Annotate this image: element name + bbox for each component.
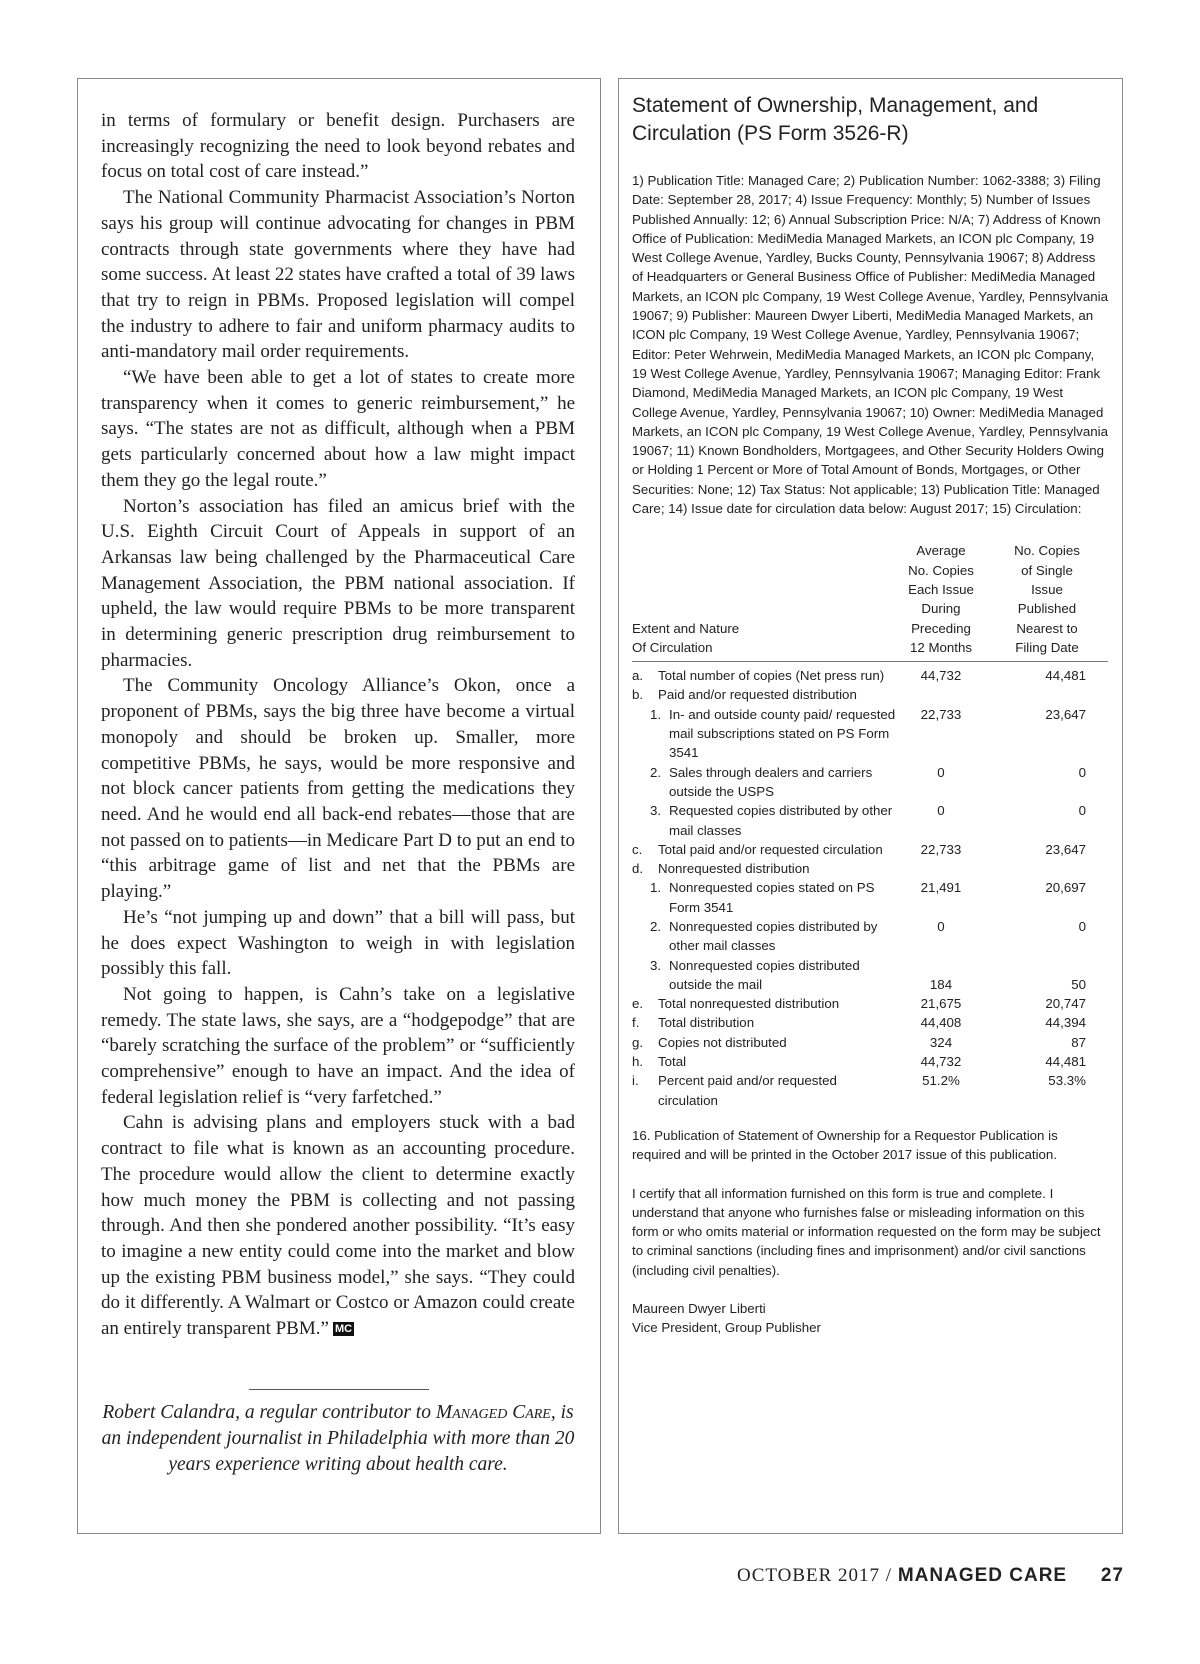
row-single: 0: [1078, 803, 1086, 819]
row-letter: a.: [632, 668, 644, 684]
signature-block: [632, 1299, 1108, 1338]
row-label: Total nonrequested distribution: [658, 996, 840, 1012]
header-line: Preceding: [911, 620, 971, 636]
header-line: No. Copies: [1014, 543, 1080, 559]
table-row: [632, 859, 1108, 878]
row-label: Sales through dealers and carriers outside the USPS: [669, 764, 873, 799]
table-row: [632, 1013, 1108, 1032]
table-row: [632, 1033, 1108, 1052]
row-single: 23,647: [1045, 841, 1086, 857]
row-label: Requested copies distributed by other mail classes: [669, 803, 893, 838]
statement-title: Statement of Ownership, Management, and Circulation (PS Form 3526-R): [632, 94, 1039, 145]
header-extent-nature: [632, 541, 896, 661]
row-letter: g.: [632, 1034, 644, 1050]
end-mark-badge: MC: [334, 1323, 353, 1336]
row-single: 53.3%: [1048, 1073, 1086, 1089]
article-paragraph: He’s “not jumping up and down” that a bill will pass, but he does expect Washington to weigh in with legislation possibly this fall.: [101, 906, 575, 980]
article-paragraph: The Community Oncology Alliance’s Okon, once a proponent of PBMs, says the big three have become a virtual monopoly and should be broken up. Smaller, more competitive PBMs, he says, would be more responsive and not block cancer patients from getting the medications they need. And he would end all back-end rebates—those that are not passed on to patients—in Medicare Part D to put an end to “this arbitrage game of list and net that the PBMs are playing.”: [101, 675, 575, 903]
header-label-line: Of Circulation: [632, 639, 713, 655]
row-average: 324: [929, 1034, 953, 1050]
footer-issue-date: OCTOBER 2017 /: [736, 1565, 893, 1586]
header-line: 12 Months: [909, 639, 973, 655]
row-single: 87: [1071, 1034, 1086, 1050]
row-average: 51.2%: [922, 1073, 960, 1089]
row-label: Nonrequested distribution: [658, 861, 810, 877]
article-paragraph-text: Cahn is advising plans and employers stuck with a bad contract to file what is known as an accounting procedure. The procedure would allow the client to determine exactly how much money the PBM is collecting and not passing through. And then she pondered another possibility. “It’s easy to imagine a new entity could come into the market and blow up the existing PBM business model,” she says. “They could do it differently. A Walmart or Costco or Amazon could create an entirely transparent PBM.”: [101, 1112, 575, 1340]
row-single: 44,481: [1045, 1054, 1086, 1070]
row-letter: i.: [632, 1073, 639, 1089]
article-paragraph: Not going to happen, is Cahn’s take on a legislative remedy. The state laws, she says, are a “hodgepodge” that are “barely scratching the surface of the problem” or “sufficiently comprehensive” enough to have an impact. And the idea of federal legislation relief is “very farfetched.”: [101, 983, 575, 1108]
header-line: Filing Date: [1015, 639, 1079, 655]
footer-magazine-name: MANAGED CARE: [897, 1565, 1068, 1586]
row-label: Percent paid and/or requested circulation: [658, 1073, 837, 1108]
header-label-line: Extent and Nature: [632, 620, 740, 636]
row-average: 0: [937, 918, 945, 934]
row-number: 3.: [650, 957, 662, 973]
header-line: Published: [1017, 601, 1077, 617]
page-footer: [737, 1565, 1124, 1587]
row-single: [986, 859, 1108, 878]
page-number: 27: [1100, 1565, 1124, 1586]
header-line: of Single: [1021, 562, 1073, 578]
row-average: 0: [937, 803, 945, 819]
article-paragraph: in terms of formulary or benefit design. Purchasers are increasingly recognizing the need to look beyond rebates and focus on total cost of care instead.”: [101, 110, 575, 183]
row-number: 2.: [650, 918, 662, 934]
header-single-issue: [986, 541, 1108, 661]
header-line: No. Copies: [908, 562, 974, 578]
row-letter: d.: [632, 861, 644, 877]
bio-text-start: Robert Calandra, a regular contributor to: [102, 1402, 431, 1423]
table-row: [632, 994, 1108, 1013]
article-body: [101, 108, 575, 1342]
row-single: 50: [1071, 976, 1086, 992]
article-paragraph: Norton’s association has filed an amicus brief with the U.S. Eighth Circuit Court of Appeals in support of an Arkansas law being challenged by the Pharmaceutical Care Management Association, the PBM national association. If upheld, the law would require PBMs to be more transparent in determining generic prescription drug reimbursement to pharmacies.: [101, 495, 575, 671]
row-number: 1.: [650, 706, 662, 722]
row-average: 21,675: [920, 996, 962, 1012]
article-paragraph: The National Community Pharmacist Association’s Norton says his group will continue advocating for changes in PBM contracts through state governments where they have had some success. At least 22 states have crafted a total of 39 laws that try to reign in PBMs. Proposed legislation will compel the industry to adhere to fair and uniform pharmacy audits to anti-mandatory mail order requirements.: [101, 187, 575, 363]
statement-intro: 1) Publication Title: Managed Care; 2) Publication Number: 1062-3388; 3) Filing Date: September 28, 2017; 4) Issue Frequency: Monthly; 5) Number of Issues Published Annually: 12; 6) Annual Subscription Price: N/A; 7) Address of Known Office of Publication: MediMedia Managed Markets, an ICON plc Company, 19 West College Avenue, Yardley, Bucks County, Pennsylvania 19067; 8) Address of Headquarters or General Business Office of Publisher: MediMedia Managed Markets, an ICON plc Company, 19 West College Avenue, Yardley, Pennsylvania 19067; 9) Publisher: Maureen Dwyer Liberti, MediMedia Managed Markets, an ICON plc Company, 19 West College Avenue, Yardley, Pennsylvania 19067; Editor: Peter Wehrwein, MediMedia Managed Markets, an ICON plc Company, 19 West College Avenue, Yardley, Pennsylvania 19067; Managing Editor: Frank Diamond, MediMedia Managed Markets, an ICON plc Company, 19 West College Avenue, Yardley, Pennsylvania 19067; 10) Owner: MediMedia Managed Markets, an ICON plc Company, 19 West College Avenue, Yardley, Pennsylvania 19067; 11) Known Bondholders, Mortgagees, and Other Security Holders Owing or Holding 1 Percent or More of Total Amount of Bonds, Mortgages, or Other Securities: None; 12) Tax Status: Not applicable; 13) Publication Title: Managed Care; 14) Issue date for circulation data below: August 2017; 15) Circulation:: [632, 173, 1108, 517]
header-line: Each Issue: [908, 581, 974, 597]
row-label: In- and outside county paid/ requested mail subscriptions stated on PS Form 3541: [669, 706, 896, 761]
row-average: 22,733: [920, 841, 962, 857]
signer-title: Vice President, Group Publisher: [632, 1320, 821, 1336]
row-single: 44,394: [1045, 1015, 1086, 1031]
row-label: Nonrequested copies distributed outside the mail: [669, 957, 860, 992]
row-sub-item: [632, 917, 896, 956]
row-average: 44,408: [920, 1015, 962, 1031]
ownership-statement: [632, 92, 1108, 1338]
row-single: 44,481: [1045, 668, 1086, 684]
row-letter: e.: [632, 996, 644, 1012]
row-label: Paid and/or requested distribution: [658, 687, 857, 703]
header-line: Average: [916, 543, 966, 559]
row-letter: f.: [632, 1015, 640, 1031]
author-bio: [101, 1400, 575, 1478]
table-row: [632, 801, 1108, 840]
table-row: [632, 1052, 1108, 1071]
row-average: 44,732: [920, 1054, 962, 1070]
row-single: 0: [1078, 918, 1086, 934]
row-average: [896, 685, 986, 704]
row-average: 184: [929, 976, 953, 992]
row-sub-item: [632, 956, 896, 995]
table-row: [632, 917, 1108, 956]
row-sub-item: [632, 801, 896, 840]
certification-text: I certify that all information furnished on this form is true and complete. I understand that anyone who furnishes false or misleading information on this form or who omits material or information requested on the form may be subject to criminal sanctions (including fines and imprisonment) and/or civil sanctions (including civil penalties).: [632, 1185, 1101, 1278]
bio-magazine-name: Managed Care: [435, 1402, 551, 1423]
row-single: 23,647: [1045, 706, 1086, 722]
row-average: 21,491: [920, 880, 962, 896]
row-average: [896, 859, 986, 878]
row-single: 0: [1078, 764, 1086, 780]
signer-name: Maureen Dwyer Liberti: [632, 1301, 766, 1317]
row-sub-item: [632, 878, 896, 917]
header-line: Issue: [1031, 581, 1063, 597]
table-row: [632, 1071, 1108, 1110]
header-line: Nearest to: [1016, 620, 1078, 636]
table-row: [632, 878, 1108, 917]
header-line: During: [921, 601, 961, 617]
row-label: Total number of copies (Net press run): [658, 668, 885, 684]
row-label: Copies not distributed: [658, 1034, 787, 1050]
table-row: [632, 685, 1108, 704]
row-number: 1.: [650, 880, 662, 896]
table-row: [632, 705, 1108, 763]
bio-divider: [249, 1389, 429, 1390]
row-sub-item: [632, 763, 896, 802]
article-paragraph-last: [101, 1110, 575, 1341]
row-sub-item: [632, 705, 896, 763]
table-row: [632, 662, 1108, 686]
row-letter: c.: [632, 841, 643, 857]
article-paragraph: “We have been able to get a lot of states to create more transparency when it comes to generic reimbursement,” he says. “The states are not as difficult, although when a PBM gets particularly concerned about how a law might impact them they go the legal route.”: [101, 367, 575, 491]
row-label: Nonrequested copies stated on PS Form 3541: [669, 880, 875, 915]
circulation-table: [632, 541, 1108, 1110]
row-average: 22,733: [920, 706, 962, 722]
header-average: [896, 541, 986, 661]
statement-item-16: 16. Publication of Statement of Ownership for a Requestor Publication is required and will be printed in the October 2017 issue of this publication.: [632, 1127, 1058, 1163]
row-letter: h.: [632, 1054, 644, 1070]
table-header: [632, 541, 1108, 661]
row-label: Total paid and/or requested circulation: [658, 841, 883, 857]
row-number: 2.: [650, 764, 662, 780]
row-average: 0: [937, 764, 945, 780]
table-row: [632, 840, 1108, 859]
row-average: 44,732: [920, 668, 962, 684]
row-single: 20,697: [1045, 880, 1086, 896]
row-single: [986, 685, 1108, 704]
row-single: 20,747: [1045, 996, 1086, 1012]
row-label: Total distribution: [658, 1015, 755, 1031]
row-label: Nonrequested copies distributed by other mail classes: [669, 918, 878, 954]
row-number: 3.: [650, 803, 662, 819]
row-label: Total: [658, 1054, 687, 1070]
table-row: [632, 956, 1108, 995]
bio-text-end: , is an independent journalist in Philadelphia with more than 20 years experience writing about health care.: [101, 1402, 575, 1475]
row-letter: b.: [632, 687, 644, 703]
table-row: [632, 763, 1108, 802]
